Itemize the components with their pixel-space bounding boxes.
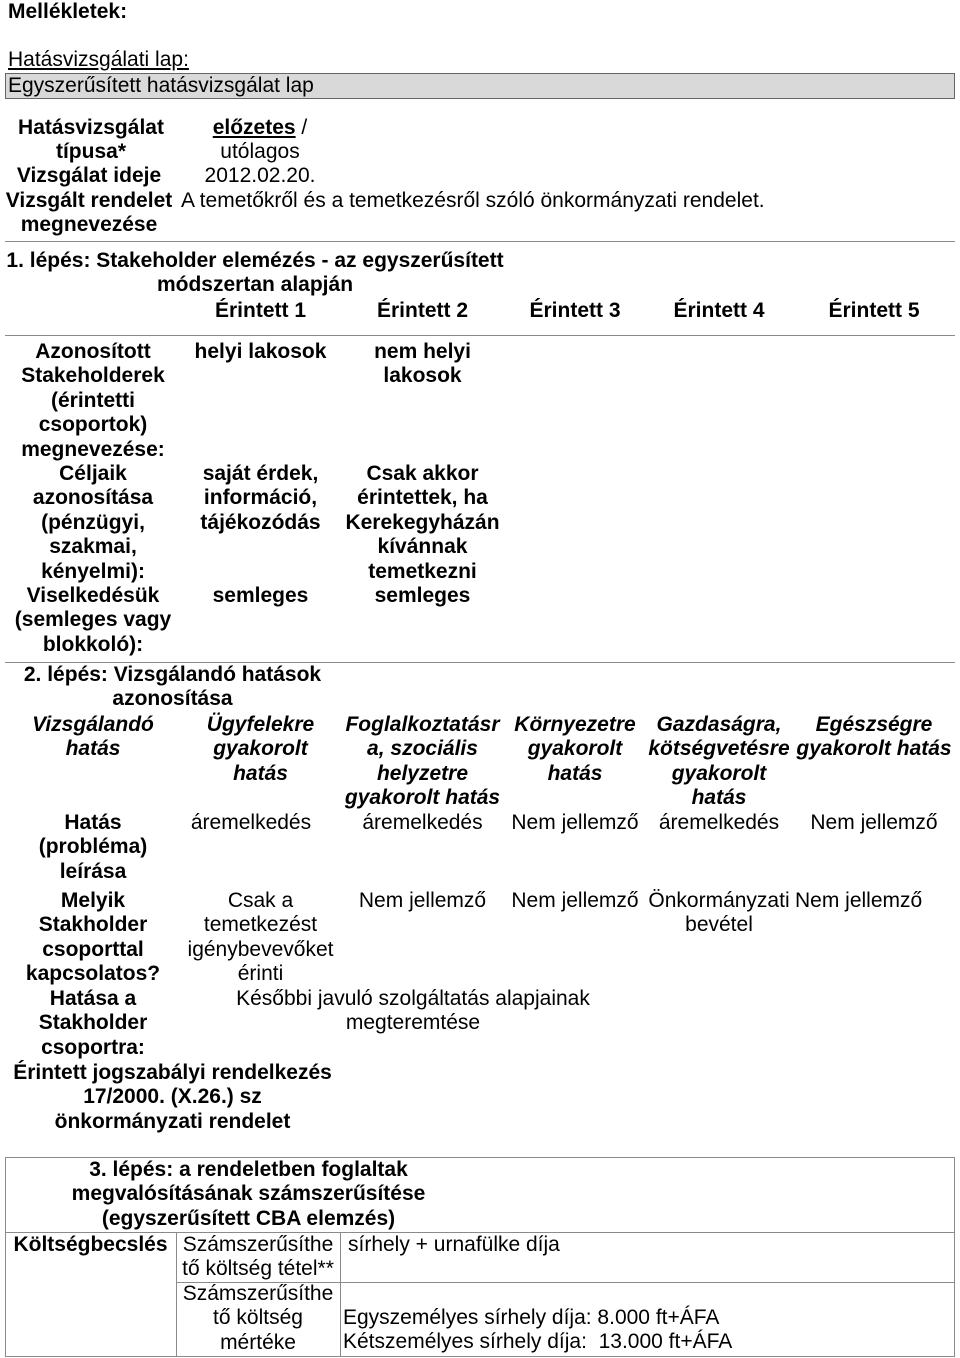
- assessment-type-label: Hatásvizsgálat típusa*: [18, 116, 164, 164]
- impact-stakeholder-cell: Nem jellemző: [358, 889, 487, 912]
- cost-item-label: Számszerűsíthe tő költség tétel**: [182, 1233, 334, 1281]
- legislation-reference: Érintett jogszabályi rendelkezés 17/2000. (X.26.) sz önkormányzati rendelet: [13, 1061, 332, 1133]
- attachments-heading: Mellékletek:: [8, 0, 128, 23]
- stakeholder-cell: Csak akkor érintettek, ha Kerekegyházán kívánnak temetkezni: [345, 462, 500, 583]
- impact-description-cell: áremelkedés: [190, 811, 312, 834]
- step2-title: 2. lépés: Vizsgálandó hatások azonosítása: [23, 663, 322, 711]
- impact-type-header: Gazdaságra, kötségvetésre gyakorolt hatás: [648, 713, 790, 810]
- cost-amount-value: Egyszemélyes sírhely díja: 8.000 ft+ÁFA: [343, 1306, 720, 1329]
- impact-description-label: Hatás (probléma) leírása: [38, 811, 148, 883]
- assessment-date-label: Vizsgálat ideje: [16, 164, 162, 187]
- impact-stakeholder-label: Melyik Stakholder csoporttal kapcsolatos?: [25, 889, 161, 986]
- stakeholder-cell: semleges: [374, 584, 471, 607]
- table-border: [954, 1157, 955, 1357]
- step1-title: 1. lépés: Stakeholder elemézés - az egyszerűsített módszertan alapján: [6, 249, 504, 297]
- type-separator: /: [295, 116, 308, 139]
- impact-effect-label: Hatása a Stakholder csoportra:: [38, 987, 148, 1059]
- type-option-prior: előzetes: [212, 116, 296, 139]
- impact-description-cell: Nem jellemző: [810, 811, 938, 834]
- stakeholder-column-header: Érintett 2: [376, 299, 468, 322]
- impact-stakeholder-cell: Csak a temetkezést igénybevevőket érinti: [187, 889, 334, 986]
- impact-description-cell: áremelkedés: [658, 811, 780, 834]
- impact-stakeholder-cell: Nem jellemző: [511, 889, 639, 912]
- impact-type-header: Ügyfelekre gyakorolt hatás: [206, 713, 315, 785]
- stakeholder-column-header: Érintett 3: [529, 299, 621, 322]
- cost-item-value: sírhely + urnafülke díja: [348, 1233, 560, 1256]
- impact-stakeholder-cell: Önkormányzati bevétel: [648, 889, 790, 937]
- cost-amount-label: Számszerűsíthe tő költség mértéke: [182, 1282, 334, 1354]
- stakeholder-row-label: Viselkedésük (semleges vagy blokkoló):: [14, 584, 172, 656]
- impact-effect-value: Későbbi javuló szolgáltatás alapjainak megteremtése: [236, 987, 590, 1035]
- table-border: [5, 1356, 955, 1357]
- impact-description-cell: Nem jellemző: [511, 811, 639, 834]
- stakeholder-cell: helyi lakosok: [194, 340, 327, 363]
- stakeholder-column-header: Érintett 5: [828, 299, 920, 322]
- assessment-type-options: [176, 116, 344, 165]
- stakeholder-cell: nem helyi lakosok: [374, 340, 471, 388]
- stakeholder-column-header: Érintett 1: [214, 299, 306, 322]
- stakeholder-cell: saját érdek, információ, tájékozódás: [200, 462, 321, 534]
- assessment-date-value: 2012.02.20.: [204, 164, 316, 187]
- stakeholder-row-label: Céljaik azonosítása (pénzügyi, szakmai, kényelmi):: [32, 462, 154, 583]
- impact-description-cell: áremelkedés: [362, 811, 483, 834]
- impact-type-header: Környezetre gyakorolt hatás: [514, 713, 636, 785]
- form-title: Egyszerűsített hatásvizsgálat lap: [8, 74, 314, 97]
- regulation-value: A temetőkről és a temetkezésről szóló önkormányzati rendelet.: [181, 189, 765, 212]
- impact-type-header: Foglalkoztatásr a, szociális helyzetre gyakorolt hatás: [344, 713, 501, 810]
- stakeholder-row-label: Azonosított Stakeholderek (érintetti csoportok) megnevezése:: [21, 340, 165, 461]
- form-label: Hatásvizsgálati lap:: [8, 48, 189, 71]
- table-border: [340, 1232, 341, 1357]
- regulation-label: Vizsgált rendelet megnevezése: [5, 189, 173, 237]
- stakeholder-cell: semleges: [212, 584, 309, 607]
- impact-type-header: Egészségre gyakorolt hatás: [796, 713, 952, 761]
- section-divider: [5, 335, 955, 336]
- impact-header-label: Vizsgálandó hatás: [32, 713, 154, 761]
- step3-title: 3. lépés: a rendeletben foglaltak megvalósításának számszerűsítése (egyszerűsített CBA elemzés): [71, 1158, 426, 1230]
- section-divider: [5, 241, 955, 242]
- type-option-post: utólagos: [220, 140, 300, 164]
- impact-stakeholder-cell: Nem jellemző: [795, 889, 923, 912]
- cost-estimate-label: Költségbecslés: [13, 1233, 168, 1256]
- cost-amount-value: Kétszemélyes sírhely díja: 13.000 ft+ÁFA: [343, 1330, 733, 1353]
- stakeholder-column-header: Érintett 4: [673, 299, 765, 322]
